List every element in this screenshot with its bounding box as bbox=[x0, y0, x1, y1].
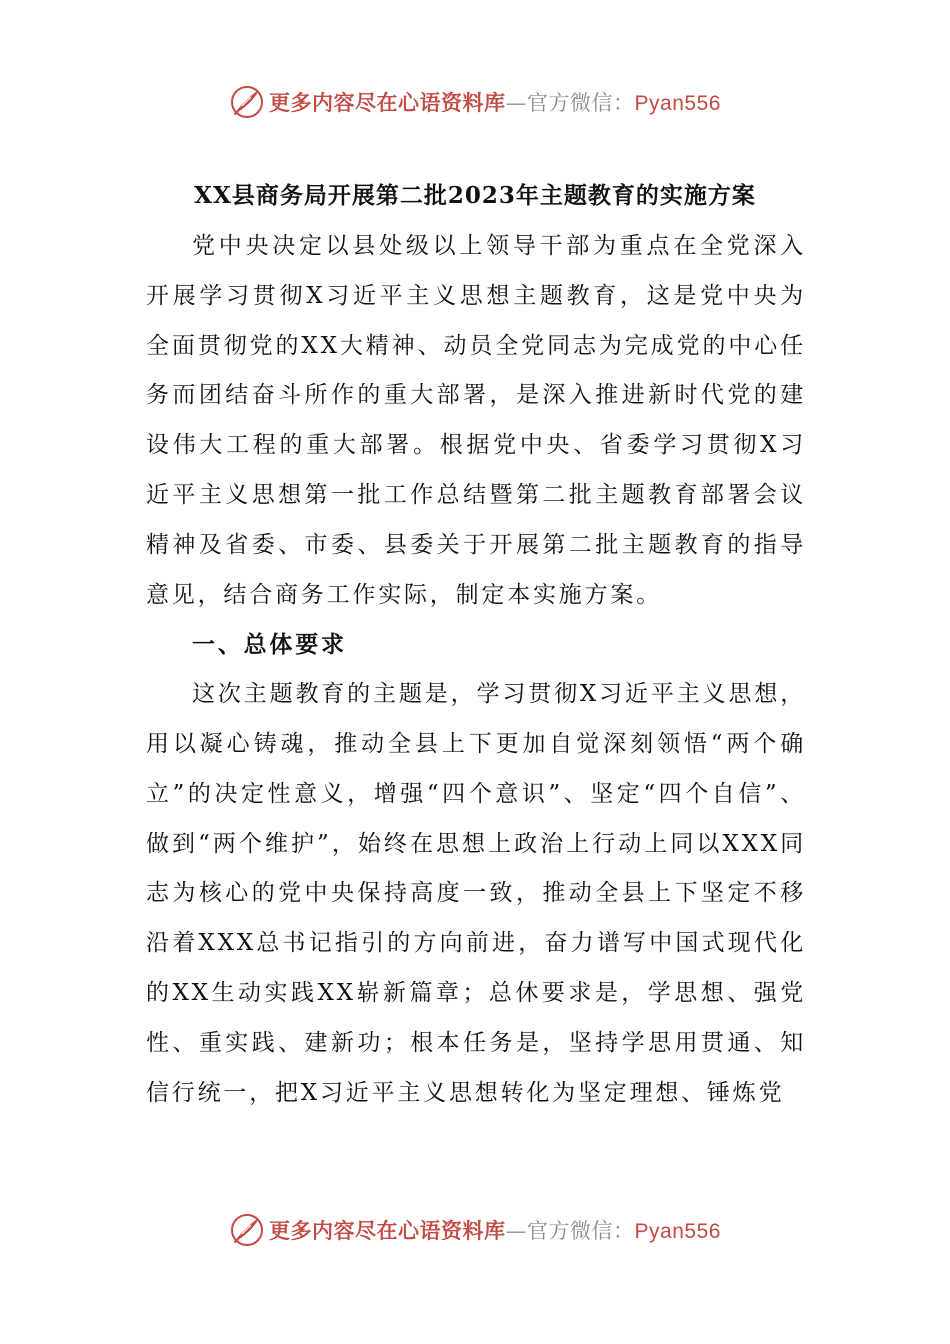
section-heading-general-requirements: 一、总体要求 bbox=[192, 631, 347, 659]
banner-separator: — bbox=[505, 91, 528, 115]
document-title: XX县商务局开展第二批2023年主题教育的实施方案 bbox=[194, 182, 756, 209]
footer-watermark-banner bbox=[0, 1208, 950, 1252]
banner-sub-text: 官方微信： bbox=[527, 91, 635, 115]
banner-wechat-id: Pyan556 bbox=[634, 92, 721, 115]
header-watermark-banner bbox=[0, 80, 950, 124]
banner-main-text: 更多内容尽在心语资料库 bbox=[269, 1219, 506, 1243]
banner-wechat-id: Pyan556 bbox=[634, 1220, 721, 1243]
banner-sub-text: 官方微信： bbox=[527, 1219, 635, 1243]
section-paragraph-general-requirements: 这次主题教育的主题是，学习贯彻X习近平主义思想，用以凝心铸魂，推动全县上下更加自觉深刻领悟“两个确立”的决定性意义，增强“四个意识”、坚定“四个自信”、做到“两个维护”，始终在思想上政治上行动上同以XXX同志为核心的党中央保持高度一致，推动全县上下坚定不移沿着XXX总书记指引的方向前进，奋力谱写中国式现代化的XX生动实践XX崭新篇章；总休要求是，学思想、强党性、重实践、建新功；根本任务是，坚持学思用贯通、知信行统一，把X习近平主义思想转化为坚定理想、锤炼党 bbox=[146, 681, 806, 1106]
banner-separator: — bbox=[505, 1219, 528, 1243]
quill-pen-logo-icon bbox=[229, 1212, 265, 1248]
quill-pen-logo-icon bbox=[229, 84, 265, 120]
document-body bbox=[146, 222, 806, 1118]
intro-paragraph: 党中央决定以县处级以上领导干部为重点在全党深入开展学习贯彻X习近平主义思想主题教育，这是党中央为全面贯彻党的XX大精神、动员全党同志为完成党的中心任务而团结奋斗所作的重大部署，是深入推进新时代党的建设伟大工程的重大部署。根据党中央、省委学习贯彻X习近平主义思想第一批工作总结暨第二批主题教育部署会议精神及省委、市委、县委关于开展第二批主题教育的指导意见，结合商务工作实际，制定本实施方案。 bbox=[146, 233, 806, 608]
banner-main-text: 更多内容尽在心语资料库 bbox=[269, 91, 506, 115]
